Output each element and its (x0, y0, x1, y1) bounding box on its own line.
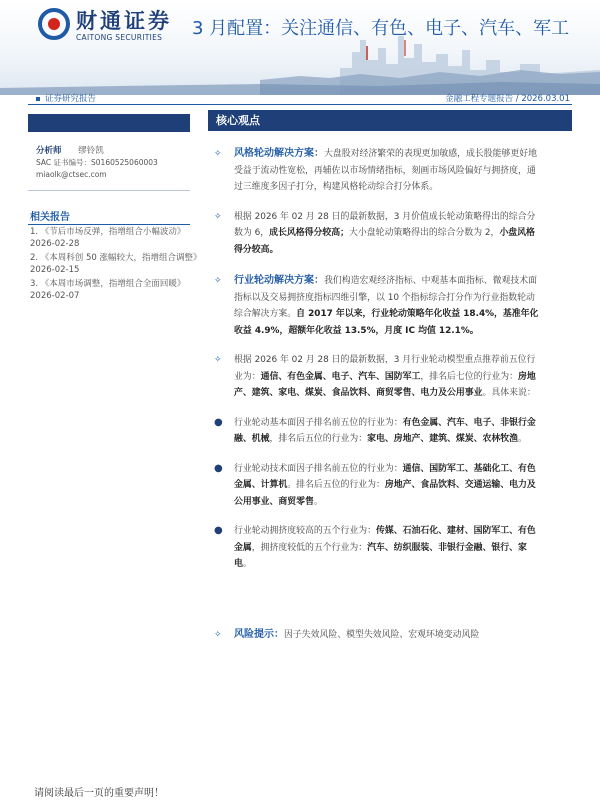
analyst-name: 缪铃凯 (78, 146, 104, 156)
logo-mark-icon (38, 8, 70, 40)
diamond-bullet-icon: ✧ (214, 276, 222, 286)
point-text: 数为 6， (234, 228, 270, 238)
point-highlight: 金属、计算机 (234, 480, 288, 490)
core-view-header: 核心观点 (208, 110, 572, 131)
point-text: 受益于流动性宽松，再辅佐以市场情绪指标，刻画市场风险偏好与拥挤度，通 (234, 165, 536, 176)
analyst-sac: SAC 证书编号：S0160525060003 (36, 158, 158, 167)
point-highlight: 家电、房地产、建筑、煤炭、农林牧渔 (367, 434, 518, 444)
related-reports-divider (28, 224, 190, 225)
point-text: 行业轮动基本面因子排名前五位的行业为： (234, 417, 403, 428)
point-highlight: 公用事业、商贸零售 (234, 496, 314, 507)
list-item[interactable] (30, 253, 212, 276)
point-text: 指标以及交易拥挤度指标四维引擎，以 10 个指标综合打分作为行业指数轮动 (234, 292, 535, 303)
point-highlight: 产、建筑、家电、煤炭、食品饮料、商贸零售、电力及公用事业 (234, 388, 483, 398)
point-highlight: 金属 (234, 542, 252, 553)
point-text: 。排名后五位的行业为： (287, 480, 385, 490)
related-report-date: 2026-02-15 (30, 265, 80, 275)
point-fundamental-factor (214, 415, 574, 448)
point-highlight: 小盘风格 (499, 228, 535, 238)
analyst-info (36, 145, 196, 181)
point-text: 根据 2026 年 02 月 28 日的最新数据，3 月行业轮动模型重点推荐前五位行 (234, 355, 536, 365)
related-reports-list (30, 227, 212, 305)
point-lead: 行业轮动解决方案： (234, 275, 324, 286)
point-risk-warning (214, 627, 574, 644)
point-text: 。 (518, 434, 527, 444)
point-text: 我们构造宏观经济指标、中观基本面指标、微观技术面 (324, 276, 537, 286)
diamond-bullet-icon: ✧ (214, 629, 222, 640)
list-item[interactable] (30, 279, 212, 302)
logo-text-en: CAITONG SECURITIES (76, 33, 163, 42)
point-text: 因子失效风险、模型失效风险、宏观环境变动风险 (284, 629, 480, 640)
dot-bullet-icon: ● (214, 525, 223, 536)
related-reports-title: 相关报告 (30, 212, 70, 223)
diamond-bullet-icon: ✧ (214, 211, 222, 222)
point-text: 。 (313, 496, 323, 507)
diamond-bullet-icon: ✧ (214, 149, 222, 159)
point-lead: 风格轮动解决方案： (234, 148, 324, 159)
point-style-rotation (214, 146, 574, 196)
core-view-points (214, 146, 574, 643)
point-highlight: 融、机械 (234, 434, 270, 444)
point-highlight: 电 (234, 559, 243, 569)
disclaimer-footer: 请阅读最后一页的重要声明！ (34, 788, 164, 799)
list-item[interactable] (30, 227, 212, 250)
point-text: 行业轮动拥挤度较高的五个行业为： (234, 526, 376, 536)
report-title: 3 月配置：关注通信、有色、电子、汽车、军工 (192, 18, 570, 39)
point-highlight: 收益 4.9%，超额年化收益 13.5%，月度 IC 均值 12.1%。 (234, 325, 479, 336)
analyst-email[interactable]: miaolk@ctsec.com (36, 170, 107, 179)
point-text: 。 (242, 559, 252, 569)
point-highlight: 有色金属、汽车、电子、非银行金 (402, 417, 536, 428)
point-text: 大小盘轮动策略得出的综合分数为 2， (348, 228, 500, 238)
logo-text-cn: 财通证券 (76, 9, 172, 33)
point-text: 。具体来说： (482, 388, 536, 398)
related-report-title[interactable]: 3. 《本周市场调整，指增组合全面回暖》 (30, 279, 186, 289)
point-highlight: 传媒、石油石化、建材、国防军工、有色 (376, 526, 536, 536)
point-text: ，排名后七位的行业为： (420, 371, 518, 382)
point-lead: 风险提示： (234, 628, 284, 640)
point-text: 业为： (234, 371, 261, 382)
sidebar-header-bar (28, 114, 190, 132)
related-report-title[interactable]: 2. 《本周科创 50 涨幅较大，指增组合调整》 (30, 253, 202, 263)
related-report-title[interactable]: 1. 《节后市场反弹，指增组合小幅波动》 (30, 227, 186, 237)
point-text: 大盘股对经济繁荣的表现更加敏感，成长股能够更好地 (324, 149, 537, 159)
point-text: 综合解决方案。 (234, 309, 297, 319)
company-logo (38, 6, 178, 46)
point-text: 根据 2026 年 02 月 28 日的最新数据，3 月价值成长轮动策略得出的综合分 (234, 211, 536, 222)
header-divider (28, 104, 572, 105)
page-header (0, 0, 600, 95)
point-technical-factor (214, 461, 574, 511)
report-type-label: 证券研究报告 (36, 92, 96, 104)
related-report-date: 2026-02-28 (30, 239, 80, 249)
point-highlight: 房地产、食品饮料、交通运输、电力及 (384, 480, 536, 490)
point-highlight: 通信、有色金属、电子、汽车、国防军工 (260, 371, 421, 382)
point-text: 过三维度多因子打分，构建风格轮动综合打分体系。 (234, 182, 439, 192)
point-highlight: 成长风格得分较高； (269, 228, 349, 238)
point-text: ，排名后五位的行业为： (269, 434, 368, 444)
point-text: 行业轮动技术面因子排名前五位的行业为： (234, 463, 403, 474)
report-meta-label: 金融工程专题报告 / 2026.03.01 (445, 94, 570, 104)
point-highlight: 自 2017 年以来，行业轮动策略年化收益 18.4%，基准年化 (296, 309, 539, 319)
point-highlight: 汽车、纺织服装、非银行金融、银行、家 (367, 542, 527, 553)
dot-bullet-icon: ● (214, 416, 223, 428)
point-text: ，拥挤度较低的五个行业为： (251, 542, 368, 553)
sidebar-divider (28, 190, 190, 191)
point-highlight: 得分较高。 (234, 244, 279, 255)
point-industry-latest (214, 352, 574, 402)
dot-bullet-icon: ● (214, 462, 223, 474)
point-style-latest (214, 209, 574, 259)
point-industry-rotation (214, 273, 574, 339)
point-crowding (214, 523, 574, 573)
point-highlight: 通信、国防军工、基础化工、有色 (402, 463, 536, 474)
point-highlight: 房地 (518, 371, 536, 382)
related-report-date: 2026-02-07 (30, 291, 80, 301)
diamond-bullet-icon: ✧ (214, 355, 222, 365)
analyst-role: 分析师 (36, 146, 62, 156)
